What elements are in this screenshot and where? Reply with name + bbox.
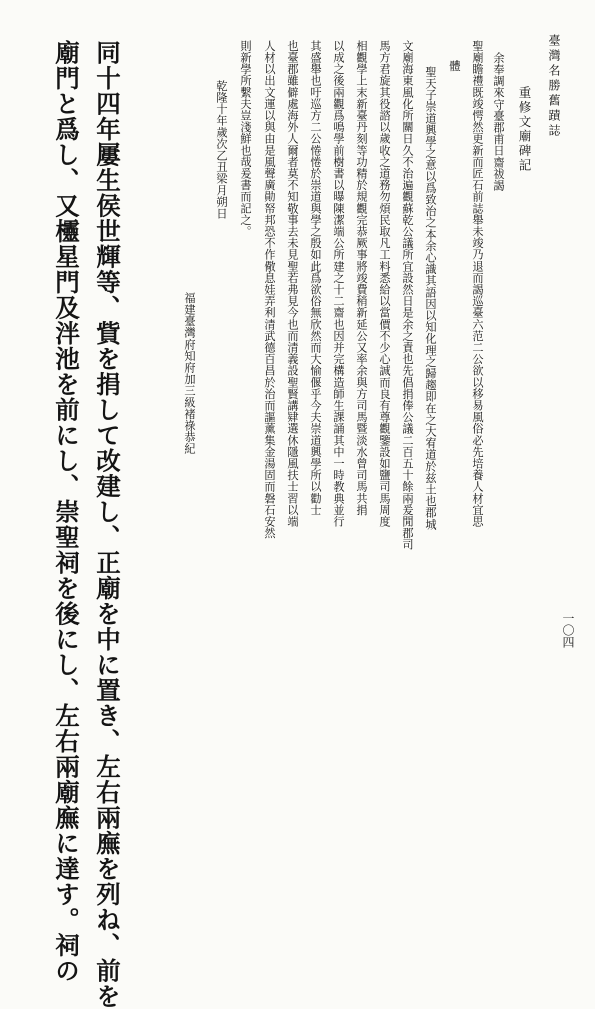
inscription-column-9: 其盛舉也吁巡方二公惓惓於崇道與學之殷如此爲欲俗無欣然而大愉偃乎今夫崇道興學所以勸士 bbox=[309, 40, 322, 516]
inscription-signature: 福建臺灣府知府加三級褚祿恭紀 bbox=[183, 292, 196, 455]
inscription-column-2: 聖廟瞻禮既竣愕然更新而匠石前誌舉未竣乃退而謁巡臺六范二公欲以移易風俗必先培養人材宜思 bbox=[471, 40, 484, 528]
inscription-column-1: 余奉調來守臺郡甫日齋祓謁 bbox=[492, 52, 505, 192]
commentary-column-2: 廟門と爲し、又欞星門及泮池を前にし、崇聖祠を後にし、左右兩廟廡に達す。祠の bbox=[52, 40, 81, 984]
page-number: 一〇四 bbox=[561, 612, 575, 648]
commentary-column-1: 同十四年屢生侯世輝等、貲を捐して改建し、正廟を中に置き、左右兩廡を列ね、前を bbox=[93, 40, 122, 1009]
inscription-title: 重修文廟碑記 bbox=[517, 86, 532, 173]
inscription-column-11: 人材以出文運以與由是風聲廣勛帑邦恐不作儆息娃弄利清武德百昌於治而謳薰集金湯固而磐石安然 bbox=[263, 40, 276, 539]
inscription-date: 乾隆十年歲次乙丑梁月朔日 bbox=[215, 80, 228, 220]
inscription-column-5: 文廟海東風化所關日久不治遍觀蘇乾公議所宜設然日是余之責也先倡捐俸公議二百五十餘兩爰閒郡司 bbox=[401, 40, 414, 551]
inscription-column-12: 則新學所繫夫豈淺鮮也哉爰書而記之。 bbox=[239, 40, 252, 238]
inscription-column-3: 體 bbox=[448, 60, 461, 72]
inscription-column-10: 也臺郡雖僻處海外人爾者莫不知敬事去未見聖若弗見今也而清義設聖賢講肄選休隱風扶士習以端 bbox=[286, 40, 299, 528]
inscription-column-7: 相觀學上末新臺丹刻等功精於規觀完恭厥事將竣費稍新延公又率余與方司馬暨淡水曾司馬共捐 bbox=[355, 40, 368, 516]
inscription-column-6: 馬方君旋其役諮以歲收之道務勿煩民取凡工料悉給以當價不少心誠而良有尊觀鑒設如鹽司馬周度 bbox=[378, 40, 391, 528]
inscription-column-4: 聖天子崇道興學之意以爲致治之本余心識其語因以知化理之歸趨即在之大宥道於兹土也郡城 bbox=[424, 66, 437, 530]
book-title: 臺灣名勝舊蹟誌 bbox=[547, 34, 561, 139]
inscription-column-8: 以成之後兩觀爲鳴學前樹書以曝陳潔端公所建之十二齋也因并完構造師生課誦其中一時教典並行 bbox=[332, 40, 345, 528]
